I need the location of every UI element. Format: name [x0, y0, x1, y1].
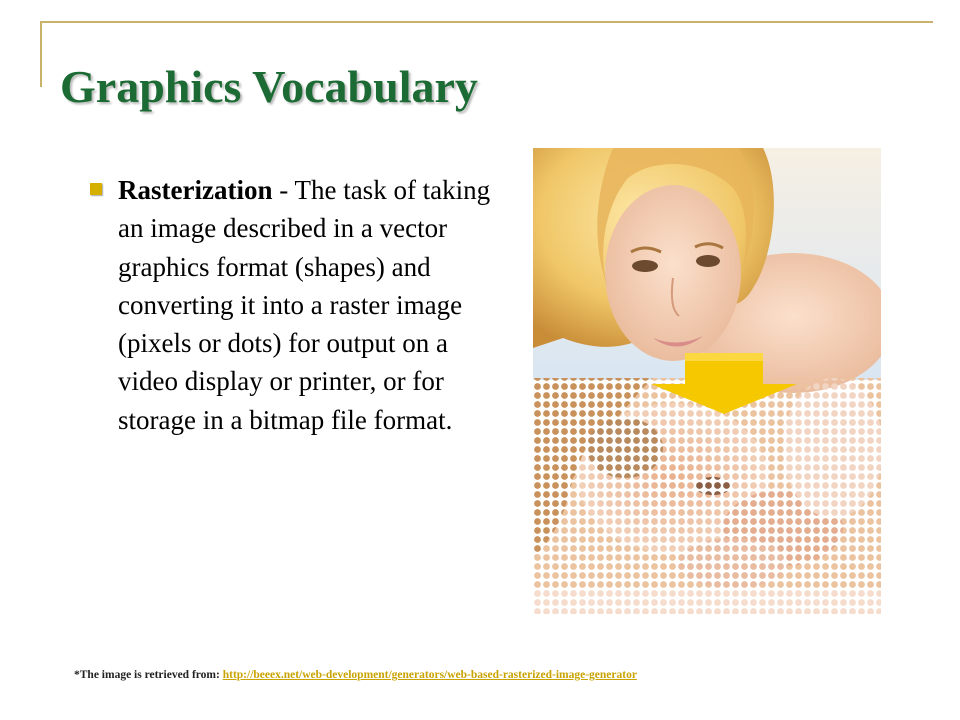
slide-title: Graphics Vocabulary	[60, 61, 478, 112]
slide-frame-top-line	[40, 21, 933, 23]
bullet-square-icon	[90, 183, 102, 195]
footnote-prefix: *The image is retrieved from:	[74, 669, 223, 681]
rasterization-illustration	[533, 148, 881, 614]
bullet-item	[90, 171, 510, 439]
image-source-link[interactable]: http://beeex.net/web-development/generators/web-based-rasterized-image-generator	[222, 669, 637, 681]
bullet-term: Rasterization	[118, 175, 273, 205]
halftone-face-icon	[533, 378, 881, 614]
image-source-footnote	[74, 669, 637, 681]
bullet-text	[118, 171, 510, 439]
bullet-definition: - The task of taking an image described in a vector graphics format (shapes) and converting it into a raster image (pixels or dots) for output on a video display or printer, or for storage in a bitmap file format.	[118, 175, 491, 435]
slide-frame-left-line	[40, 21, 42, 87]
